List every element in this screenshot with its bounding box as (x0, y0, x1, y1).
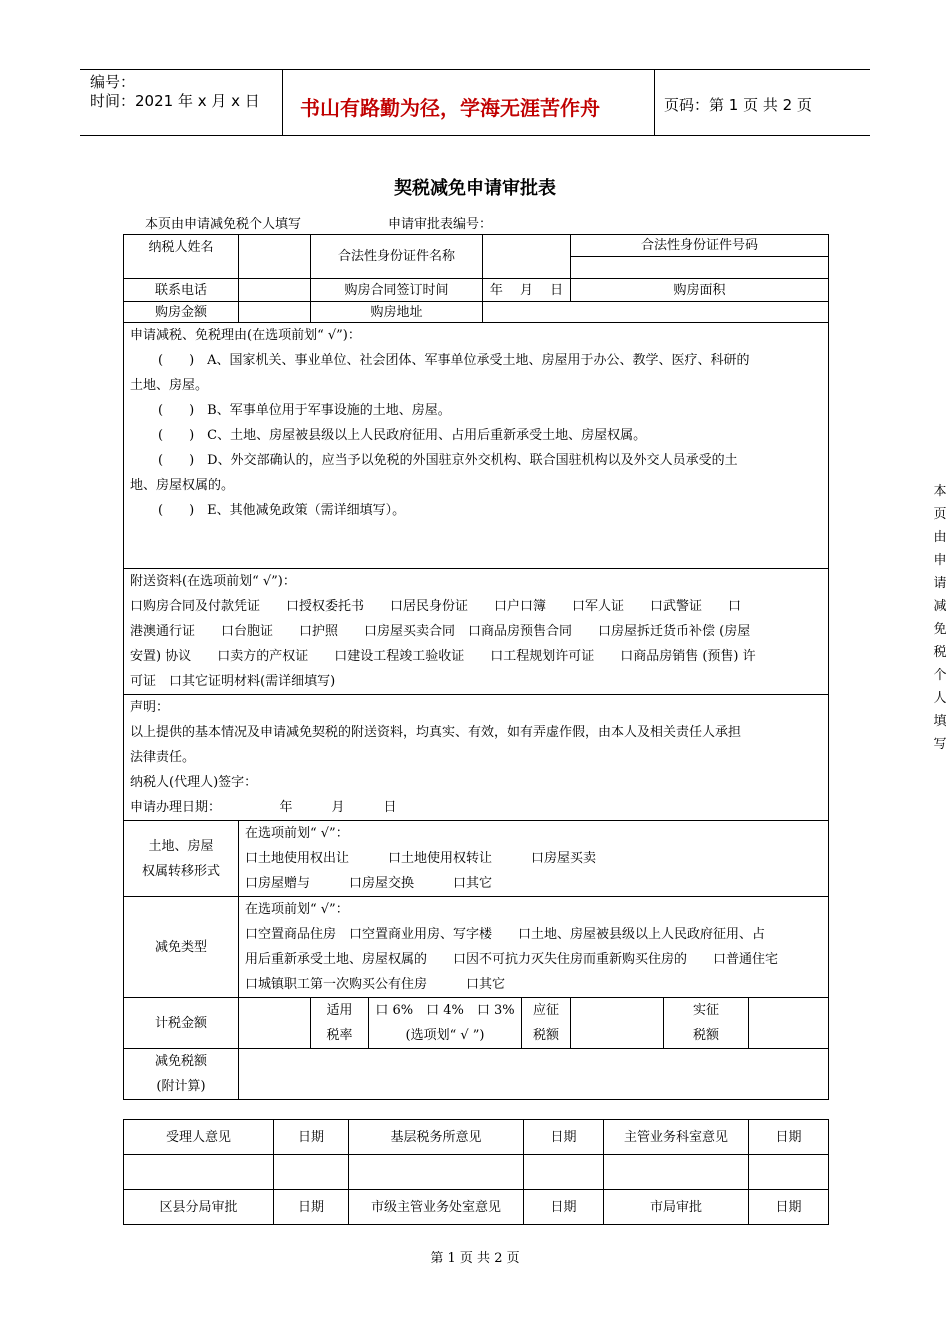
reason-a-line2: 土地、房屋。 (130, 378, 209, 393)
declaration-date[interactable]: 申请办理日期： 年 月 日 (130, 800, 397, 815)
approval-r3-c4: 市局审批 (604, 1190, 749, 1225)
id-doc-name-field[interactable] (483, 235, 571, 279)
header-bottom-rule (80, 135, 870, 136)
attachments-line4[interactable]: 可证 口其它证明材料(需详细填写) (130, 674, 336, 689)
due-tax-field[interactable] (571, 998, 664, 1049)
transfer-label-line1: 土地、房屋 (148, 838, 214, 854)
approval-r1-c2: 基层税务所意见 (349, 1120, 524, 1155)
rate-label-cell (311, 998, 369, 1049)
side-note-char: 本 (933, 484, 947, 499)
header-divider-right (654, 69, 655, 136)
reason-a-line1[interactable]: ( ) A、国家机关、事业单位、社会团体、军事单位承受土地、房屋用于办公、教学、医疗、科研的 (158, 353, 750, 368)
side-note-char: 填 (933, 714, 947, 729)
approval-r1-c1: 日期 (274, 1120, 349, 1155)
id-doc-name-label: 合法性身份证件名称 (311, 235, 483, 279)
approval-r1-c3: 日期 (524, 1120, 604, 1155)
reasons-heading: 申请减税、免税理由(在选项前划“ √”)： (130, 328, 361, 343)
application-form (123, 234, 829, 1100)
side-note-char: 减 (933, 599, 947, 614)
reasons-section (124, 323, 829, 569)
side-note-char: 税 (933, 645, 947, 660)
approval-r2-c5[interactable] (749, 1155, 829, 1190)
page-footer: 第 1 页 共 2 页 (430, 1251, 520, 1266)
taxable-amount-field[interactable] (239, 998, 311, 1049)
approval-r2-c4[interactable] (604, 1155, 749, 1190)
rate-options[interactable]: 口 6% 口 4% 口 3% (375, 1003, 515, 1018)
due-tax-label-cell (522, 998, 571, 1049)
rate-label-line2: 税率 (326, 1028, 353, 1043)
transfer-options (239, 821, 829, 897)
side-note-char: 免 (933, 622, 947, 637)
actual-tax-label-cell (664, 998, 749, 1049)
rate-options-cell (369, 998, 522, 1049)
relief-type-heading: 在选项前划“ √”： (245, 902, 349, 917)
declaration-section (124, 695, 829, 821)
approval-r3-c3: 日期 (524, 1190, 604, 1225)
header-top-rule (80, 69, 870, 70)
transfer-label-line2: 权属转移形式 (141, 863, 220, 879)
subtitle-left: 本页由申请减免税个人填写 (145, 217, 302, 232)
reason-b[interactable]: ( ) B、军事单位用于军事设施的土地、房屋。 (158, 403, 451, 418)
relief-amount-label-cell (124, 1049, 239, 1100)
relief-type-line1[interactable]: 口空置商品住房 口空置商业用房、写字楼 口土地、房屋被县级以上人民政府征用、占 (245, 927, 766, 942)
approval-table (123, 1119, 829, 1225)
header-time: 时间：2021 年 x 月 x 日 (90, 92, 260, 110)
phone-field[interactable] (239, 279, 311, 302)
side-note (933, 480, 947, 756)
relief-type-line2[interactable]: 用后重新承受土地、房屋权属的 口因不可抗力灭失住房而重新购买住房的 口普通住宅 (245, 952, 779, 967)
rate-label-line1: 适用 (326, 1003, 353, 1018)
relief-amount-line1: 减免税额 (154, 1054, 207, 1069)
taxpayer-name-label: 纳税人姓名 (124, 235, 239, 279)
side-note-char: 由 (933, 530, 947, 545)
transfer-heading: 在选项前划“ √”： (245, 826, 349, 841)
reason-e[interactable]: ( ) E、其他减免政策（需详细填写）。 (158, 503, 406, 518)
address-label: 购房地址 (311, 302, 483, 323)
area-label: 购房面积 (571, 279, 829, 302)
approval-r1-c4: 主管业务科室意见 (604, 1120, 749, 1155)
taxable-amount-label: 计税金额 (124, 998, 239, 1049)
due-tax-line1: 应征 (533, 1003, 560, 1018)
transfer-options-line1[interactable]: 口土地使用权出让 口土地使用权转让 口房屋买卖 (245, 851, 597, 866)
side-note-char: 个 (933, 668, 947, 683)
transfer-options-line2[interactable]: 口房屋赠与 口房屋交换 口其它 (245, 876, 493, 891)
subtitle-right: 申请审批表编号： (388, 217, 493, 232)
side-note-char: 页 (933, 507, 947, 522)
amount-label: 购房金额 (124, 302, 239, 323)
approval-r1-c5: 日期 (749, 1120, 829, 1155)
contract-date-label: 购房合同签订时间 (311, 279, 483, 302)
page-title: 契税减免申请审批表 (394, 178, 556, 199)
approval-r2-c3[interactable] (524, 1155, 604, 1190)
rate-note: (选项划“ √ ”) (405, 1028, 485, 1043)
side-note-char: 人 (933, 691, 947, 706)
reason-d-line1[interactable]: ( ) D、外交部确认的，应当予以免税的外国驻京外交机构、联合国驻机构以及外交人员承受的土 (158, 453, 738, 468)
due-tax-line2: 税额 (533, 1028, 560, 1043)
attachments-heading: 附送资料(在选项前划“ √”)： (130, 574, 296, 589)
header-number: 编号： (90, 73, 136, 91)
id-doc-number-field[interactable] (571, 257, 829, 279)
transfer-label-cell (124, 821, 239, 897)
declaration-heading: 声明： (130, 700, 170, 715)
declaration-sign[interactable]: 纳税人(代理人)签字： (130, 775, 258, 790)
approval-r2-c0[interactable] (124, 1155, 274, 1190)
relief-amount-line2: (附计算) (156, 1079, 206, 1094)
declaration-line1: 以上提供的基本情况及申请减免契税的附送资料，均真实、有效，如有弄虚作假，由本人及相关责任人承担 (130, 725, 742, 740)
approval-r2-c2[interactable] (349, 1155, 524, 1190)
declaration-line2: 法律责任。 (130, 750, 196, 765)
reason-d-line2: 地、房屋权属的。 (130, 478, 235, 493)
attachments-line1[interactable]: 口购房合同及付款凭证 口授权委托书 口居民身份证 口户口簿 口军人证 口武警证 口 (130, 599, 742, 614)
reason-c[interactable]: ( ) C、土地、房屋被县级以上人民政府征用、占用后重新承受土地、房屋权属。 (158, 428, 647, 443)
approval-r1-c0: 受理人意见 (124, 1120, 274, 1155)
approval-r3-c2: 市级主管业务处室意见 (349, 1190, 524, 1225)
header-page: 页码：第 1 页 共 2 页 (664, 96, 812, 114)
taxpayer-name-field[interactable] (239, 235, 311, 279)
approval-r2-c1[interactable] (274, 1155, 349, 1190)
side-note-char: 请 (933, 576, 947, 591)
contract-date-field[interactable]: 年 月 日 (483, 279, 571, 302)
relief-type-line3[interactable]: 口城镇职工第一次购买公有住房 口其它 (245, 977, 506, 992)
approval-r3-c0: 区县分局审批 (124, 1190, 274, 1225)
side-note-char: 申 (933, 553, 947, 568)
approval-r3-c1: 日期 (274, 1190, 349, 1225)
id-doc-number-label: 合法性身份证件号码 (571, 235, 829, 257)
relief-type-label: 减免类型 (124, 897, 239, 998)
header-divider-left (282, 69, 283, 136)
attachments-line2[interactable]: 港澳通行证 口台胞证 口护照 口房屋买卖合同 口商品房预售合同 口房屋拆迁货币补偿 (房屋 (130, 624, 751, 639)
actual-tax-field[interactable] (749, 998, 829, 1049)
actual-tax-line2: 税额 (693, 1028, 720, 1043)
phone-label: 联系电话 (124, 279, 239, 302)
approval-r3-c5: 日期 (749, 1190, 829, 1225)
address-field[interactable] (483, 302, 829, 323)
attachments-line3[interactable]: 安置) 协议 口卖方的产权证 口建设工程竣工验收证 口工程规划许可证 口商品房销售 (预售) 许 (130, 649, 756, 664)
header-motto: 书山有路勤为径，学海无涯苦作舟 (300, 96, 600, 120)
side-note-char: 写 (933, 737, 947, 752)
relief-amount-field[interactable] (239, 1049, 829, 1100)
attachments-section (124, 569, 829, 695)
relief-type-options (239, 897, 829, 998)
amount-field[interactable] (239, 302, 311, 323)
actual-tax-line1: 实征 (693, 1003, 720, 1018)
